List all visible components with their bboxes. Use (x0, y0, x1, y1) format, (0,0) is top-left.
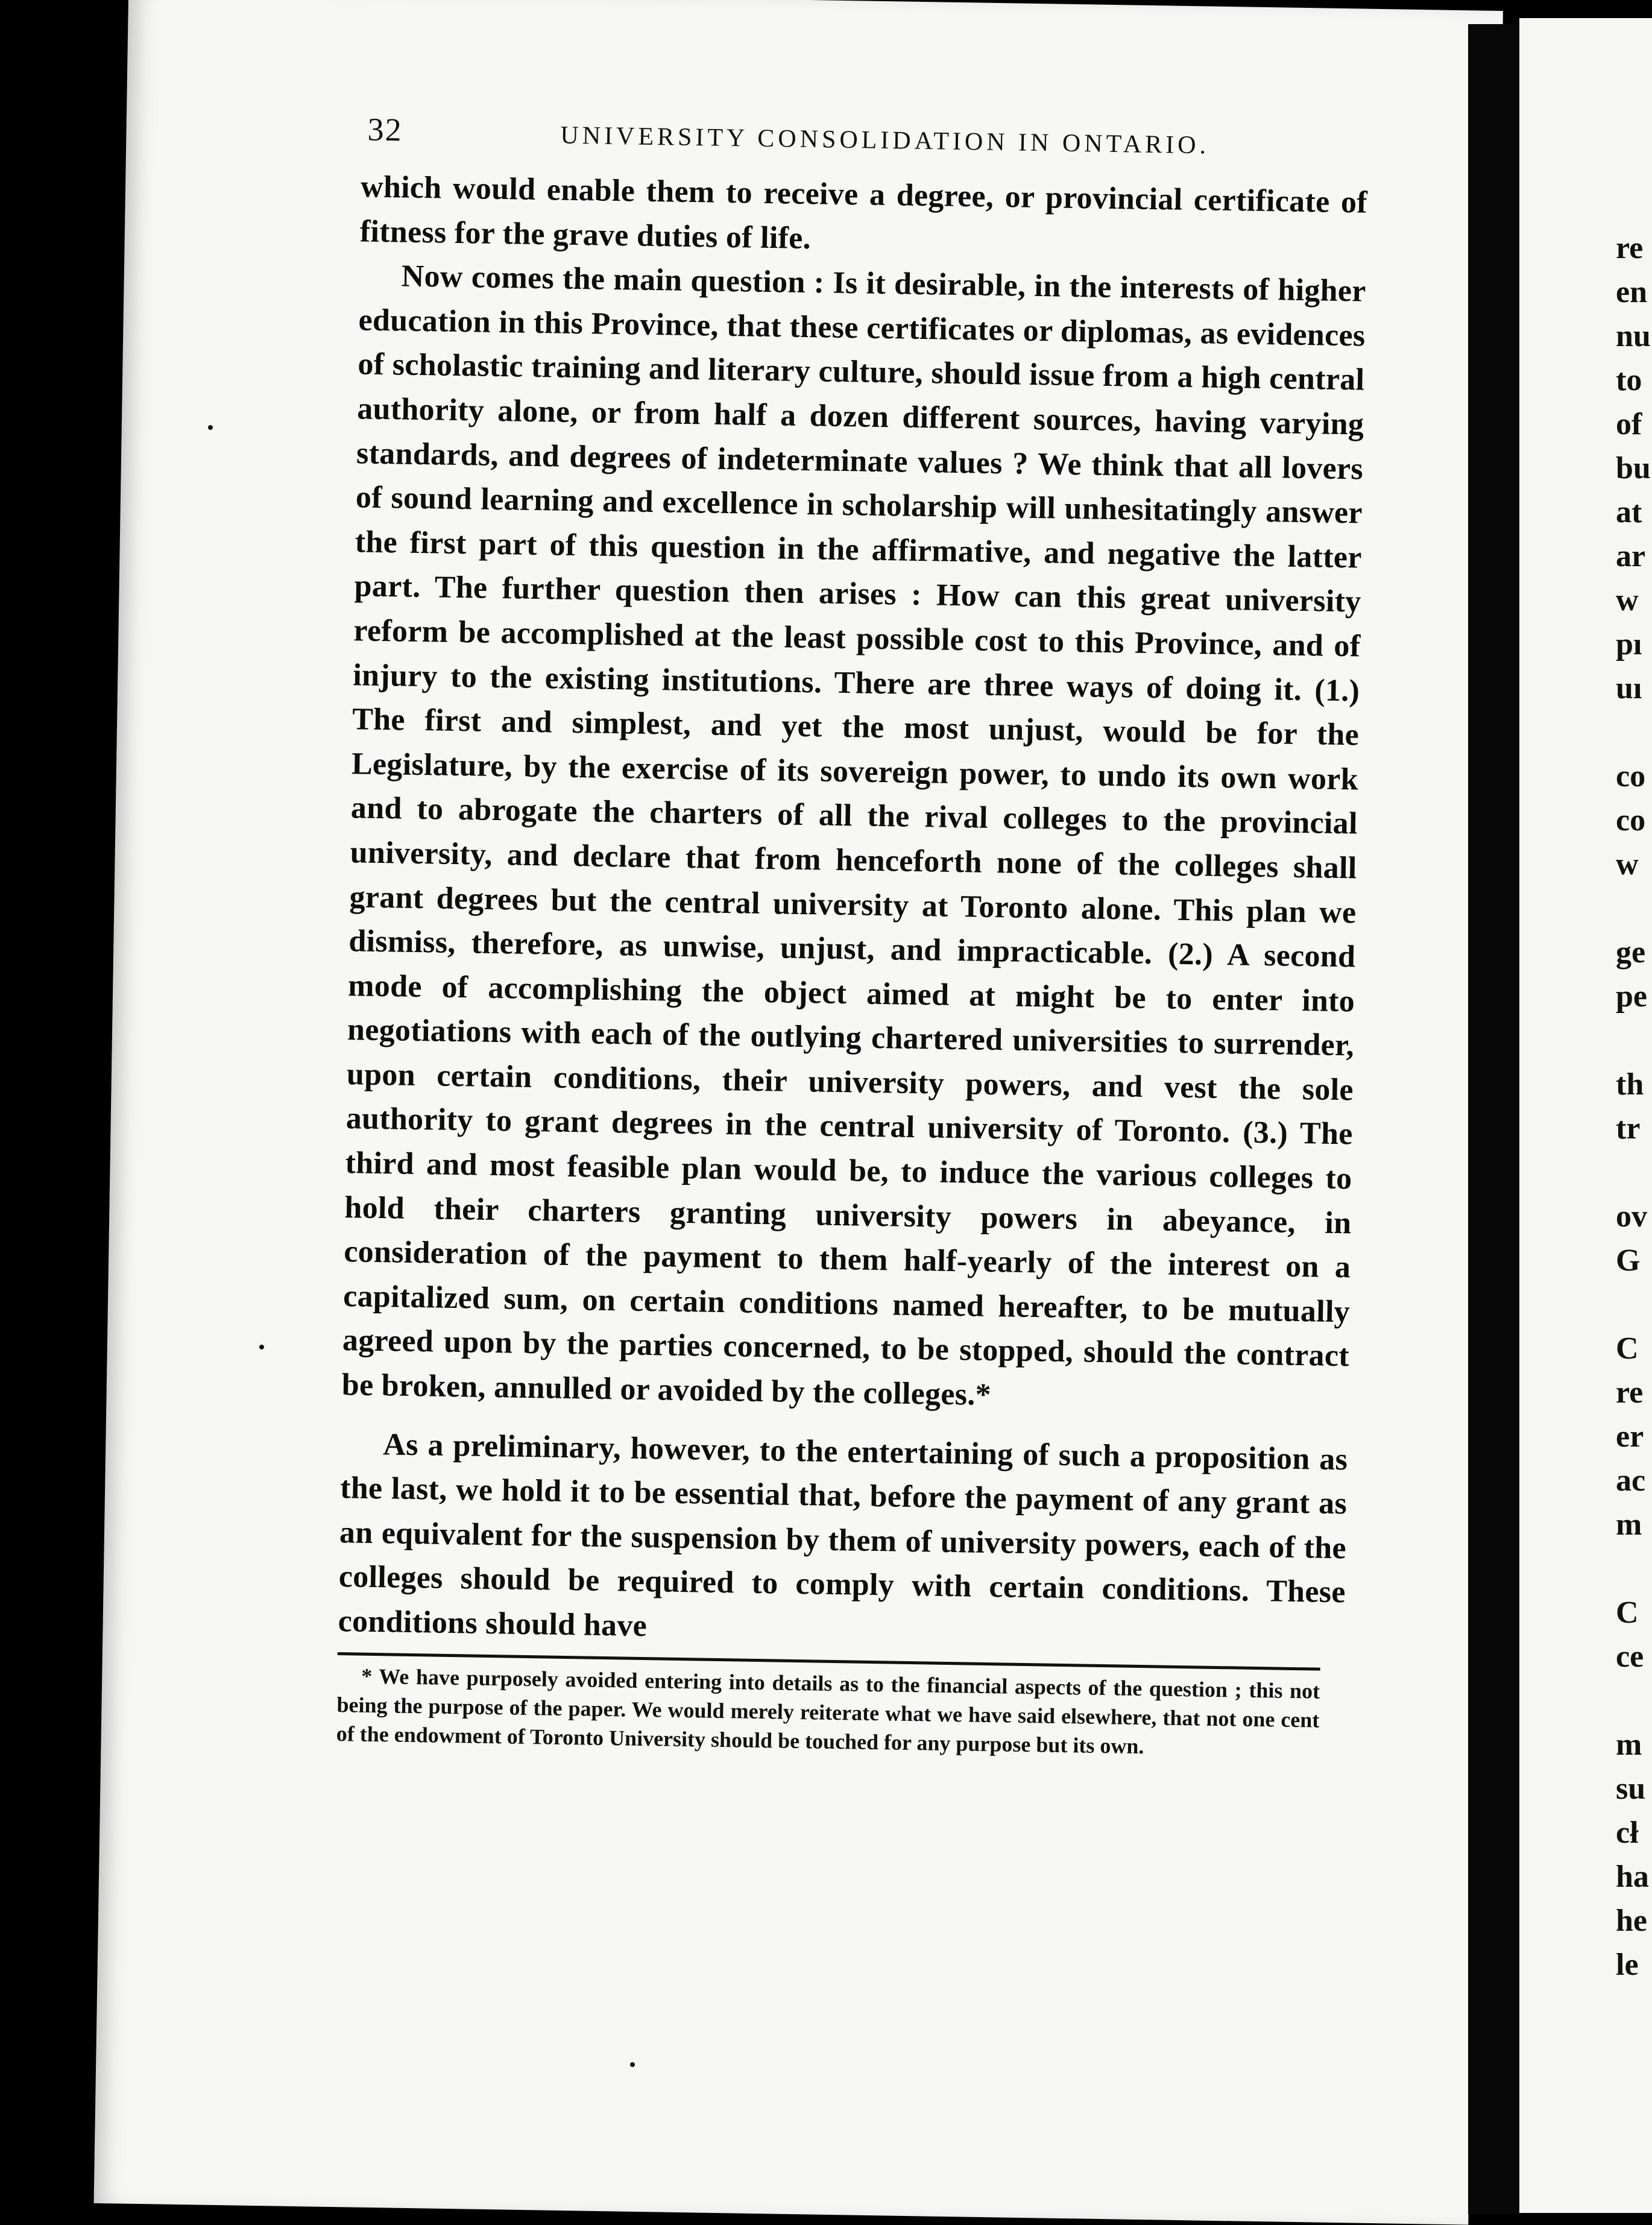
adjacent-page-fragment (1616, 1018, 1651, 1062)
page-speck (630, 2062, 635, 2067)
adjacent-page-fragment: C (1616, 1331, 1639, 1366)
adjacent-page-fragment: C (1616, 1595, 1639, 1630)
adjacent-page-fragment: m (1616, 1507, 1642, 1542)
adjacent-page-fragment: pı (1616, 627, 1642, 661)
adjacent-page-strip (1519, 18, 1652, 2213)
adjacent-page-fragment: ar (1616, 539, 1646, 573)
page-speck (259, 1345, 264, 1349)
book-page (94, 0, 1503, 2225)
adjacent-page-fragment: G (1616, 1243, 1641, 1278)
adjacent-page-fragment (1616, 886, 1651, 930)
page-speck (208, 425, 213, 430)
adjacent-page-fragment: ha (1616, 1860, 1649, 1894)
adjacent-page-fragment: co (1616, 803, 1646, 838)
adjacent-page-fragment: er (1616, 1419, 1644, 1454)
adjacent-page-fragment (1616, 1547, 1651, 1591)
adjacent-page-fragment: bu (1616, 451, 1651, 485)
adjacent-page-fragment (1616, 710, 1651, 754)
adjacent-page-fragment: cł (1616, 1816, 1639, 1850)
page-content (336, 110, 1368, 1763)
adjacent-page-fragment: nu (1616, 319, 1651, 353)
adjacent-page-fragment: en (1616, 275, 1647, 309)
adjacent-page-fragment: ge (1616, 935, 1646, 970)
adjacent-page-fragment: he (1616, 1904, 1647, 1938)
adjacent-page-fragment: ac (1616, 1463, 1646, 1498)
page-number: 32 (367, 111, 403, 148)
adjacent-page-fragment: at (1616, 495, 1642, 529)
adjacent-page-fragment: le (1616, 1948, 1639, 1982)
adjacent-page-fragment (1616, 1283, 1651, 1327)
paragraph-main-question: Now comes the main question : Is it desirable, in the interests of higher education in this Province, that these certificates or diplomas, as evidences of scholastic training and literary culture, should issue from a high central authority alone, or from half a dozen different sources, having varying standards, and degrees of indeterminate values ? We think that all lovers of sound learning and excellence in scholarship will unhesitatingly answer the first part of this question in the affirmative, and negative the latter part. The further question then arises : How can this great university reform be accomplished at the least possible cost to this Province, and of injury to the existing institutions. There are three ways of doing it. (1.) The first and simplest, and yet the most unjust, would be for the Legislature, by the exercise of its sovereign power, to undo its own work and to abrogate the charters of all the rival colleges to the provincial university, and declare that from henceforth none of the colleges shall grant degrees but the central university at Toronto alone. This plan we dismiss, therefore, as unwise, unjust, and impracticable. (2.) A second mode of accomplishing the object aimed at might be to enter into negotiations with each of the outlying chartered universities to surrender, upon certain conditions, their university powers, and vest the sole authority to grant degrees in the central university of Toronto. (3.) The third and most feasible plan would be, to induce the various colleges to hold their charters granting university powers in abeyance, in consideration of the payment to them half-yearly of the interest on a capitalized sum, on certain conditions named hereafter, to be mutually agreed upon by the parties concerned, to be stopped, should the contract be broken, annulled or avoided by the colleges.* (341, 259, 1367, 1413)
adjacent-page-fragment: co (1616, 759, 1646, 794)
paragraph-preliminary: As a preliminary, however, to the entertaining of such a proposition as the last, we hold it to be essential that, before the payment of any grant as an equivalent for the suspension by them of university powers, each of the colleges should be required to comply with certain conditions. These conditions should have (338, 1427, 1348, 1644)
adjacent-page-fragment: re (1616, 231, 1644, 265)
adjacent-page-fragment: tr (1616, 1111, 1641, 1146)
adjacent-page-fragment: pe (1616, 979, 1647, 1014)
book-gutter (1468, 24, 1522, 2214)
adjacent-page-fragment: to (1616, 363, 1642, 397)
paragraph-continued: which would enable them to receive a degree, or provincial certificate of fitness for the grave duties of life. (359, 169, 1368, 256)
adjacent-page-fragment: ce (1616, 1640, 1644, 1674)
adjacent-page-fragment: w (1616, 847, 1639, 882)
running-head-title: UNIVERSITY CONSOLIDATION IN ONTARIO. (560, 121, 1210, 160)
adjacent-page-fragment: su (1616, 1772, 1646, 1806)
adjacent-page-fragment (1616, 1679, 1651, 1723)
adjacent-page-text (1616, 226, 1651, 1987)
footnote: * We have purposely avoided entering into details as to the financial aspects of the question ; this not being the purpose of the paper. We would merely reiterate what we have said elsewhere, that not one cent of the endowment of Toronto University should be touched for any purpose but its own. (336, 1664, 1320, 1758)
adjacent-page-fragment (1616, 1150, 1651, 1195)
body-text (338, 165, 1367, 1659)
adjacent-page-fragment: of (1616, 407, 1642, 441)
adjacent-page-fragment: uı (1616, 671, 1642, 705)
adjacent-page-fragment: ov (1616, 1199, 1647, 1234)
adjacent-page-fragment: w (1616, 583, 1639, 617)
adjacent-page-fragment: m (1616, 1728, 1642, 1762)
adjacent-page-fragment: th (1616, 1067, 1644, 1102)
adjacent-page-fragment: re (1616, 1375, 1644, 1410)
